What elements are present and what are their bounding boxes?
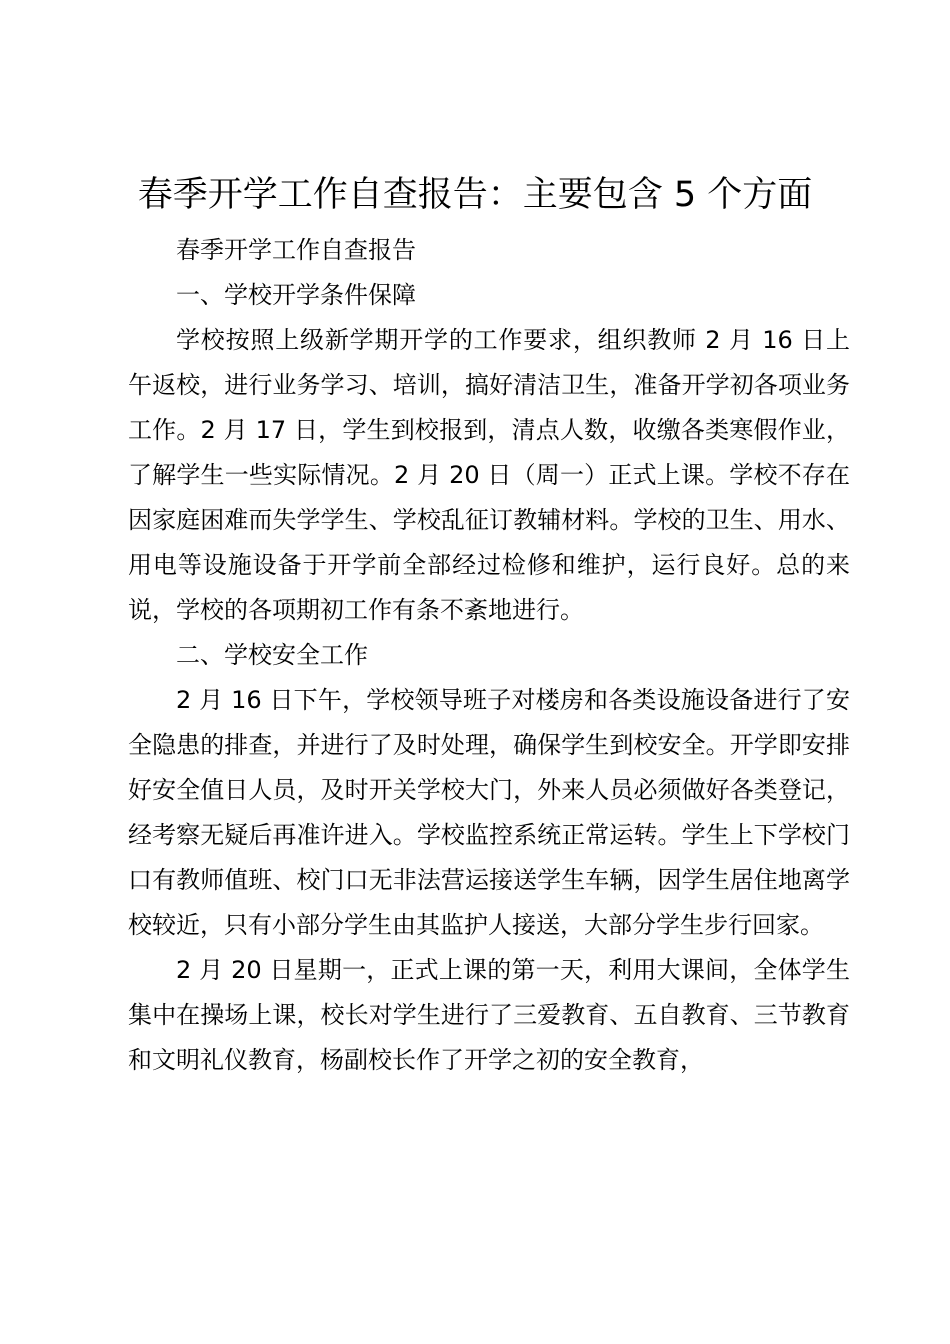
document-body [128,228,850,1083]
document-title: 春季开学工作自查报告：主要包含 5 个方面 [137,175,813,215]
paragraph-1: 学校按照上级新学期开学的工作要求，组织教师 2 月 16 日上午返校，进行业务学习、培训，搞好清洁卫生，准备开学初各项业务工作。2 月 17 日，学生到校报到，清点人数，收缴各类寒假作业，了解学生一些实际情况。2 月 20 日（周一）正式上课。学校不存在因家庭困难而失学学生、学校乱征订教辅材料。学校的卫生、用水、用电等设施设备于开学前全部经过检修和维护，运行良好。总的来说，学校的各项期初工作有条不紊地进行。 [128,326,850,624]
report-subtitle: 春季开学工作自查报告 [176,236,416,264]
section-heading-2: 二、学校安全工作 [176,641,368,669]
section-heading-1: 一、学校开学条件保障 [176,281,416,309]
paragraph-3: 2 月 20 日星期一，正式上课的第一天，利用大课间，全体学生集中在操场上课，校长对学生进行了三爱教育、五自教育、三节教育和文明礼仪教育，杨副校长作了开学之初的安全教育， [128,956,850,1074]
paragraph-2: 2 月 16 日下午，学校领导班子对楼房和各类设施设备进行了安全隐患的排查，并进行了及时处理，确保学生到校安全。开学即安排好安全值日人员，及时开关学校大门，外来人员必须做好各类登记，经考察无疑后再准许进入。学校监控系统正常运转。学生上下学校门口有教师值班、校门口无非法营运接送学生车辆，因学生居住地离学校较近，只有小部分学生由其监护人接送，大部分学生步行回家。 [128,686,850,939]
